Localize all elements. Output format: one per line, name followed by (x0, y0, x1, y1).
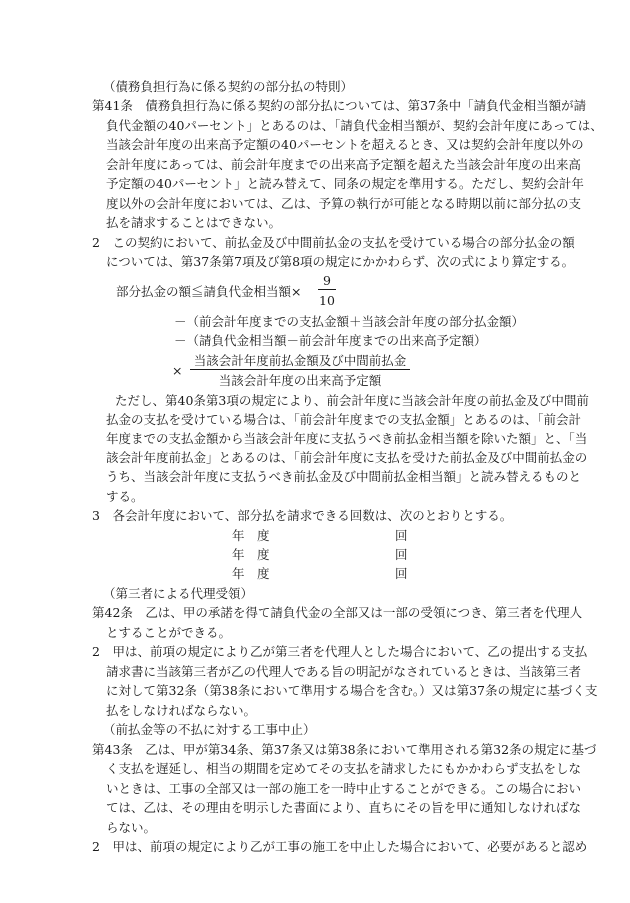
art41-proviso: うち、当該会計年度に支払うべき前払金及び中間前払金相当額」と読み替えるものと (106, 469, 582, 484)
art41-proviso: 払金の支払を受けている場合は、「前会計年度までの支払金額」とあるのは、「前会計 (106, 412, 582, 427)
formula-lhs: 部分払金の額≦請負代金相当額× (116, 284, 302, 299)
formula-fraction-numerator: 9 (318, 272, 336, 290)
art41-text: 会計年度にあっては、前会計年度までの出来高予定額を超えた当該会計年度の出来高 (106, 157, 581, 172)
art41-text: 第41条 債務負担行為に係る契約の部分払については、第37条中「請負代金相当額が請 (92, 98, 587, 113)
art42-para2: 払をしなければならない。 (106, 703, 257, 718)
count-label: 回 (395, 566, 408, 581)
art41-text: 当該会計年度の出来高予定額の40パーセントを超えるとき、又は契約会計年度以外の (106, 137, 584, 152)
art42-para2: に対して第32条（第38条において準用する場合を含む。）又は第37条の規定に基づく支 (106, 683, 598, 698)
heading-art43: （前払金等の不払に対する工事中止） (103, 722, 316, 737)
formula-line3: －（請負代金相当額－前会計年度までの出来高予定額） (174, 333, 487, 348)
count-label: 回 (395, 547, 408, 562)
heading-art42: （第三者による代理受領） (103, 586, 254, 601)
art42-para2: 2 甲は、前項の規定により乙が第三者を代理人とした場合において、乙の提出する支払 (92, 644, 588, 659)
art41-text: 負代金額の40パーセント」とあるのは、「請負代金相当額が、契約会計年度にあっては、 (106, 118, 603, 133)
art41-text: 度以外の会計年度においては、乙は、予算の執行が可能となる時期以前に部分払の支 (106, 196, 582, 211)
art41-proviso: する。 (106, 489, 144, 504)
art43-text: く支払を遅延し、相当の期間を定めてその支払を請求したにもかかわらず支払をしな (106, 761, 582, 776)
art42-para2: 請求書に当該第三者が乙の代理人である旨の明記がなされているときは、当該第三者 (106, 664, 582, 679)
heading-art41: （債務負担行為に係る契約の部分払の特則） (103, 79, 354, 94)
art43-text: いときは、工事の全部又は一部の施工を一時中止することができる。この場合におい (106, 781, 582, 796)
art42-text: とすることができる。 (106, 625, 232, 640)
art41-proviso: 年度までの支払金額から当該会計年度に支払うべき前払金相当額を除いた額」と、「当 (106, 431, 588, 446)
formula-line2: －（前会計年度までの支払金額＋当該会計年度の部分払金額） (174, 314, 525, 329)
year-label: 年 度 (232, 566, 270, 581)
art42-text: 第42条 乙は、甲の承諾を得て請負代金の全部又は一部の受領につき、第三者を代理人 (92, 605, 583, 620)
formula-times: × (172, 363, 183, 378)
art41-para2: については、第37条第7項及び第8項の規定にかかわらず、次の式により算定する。 (106, 254, 575, 269)
year-label: 年 度 (232, 528, 270, 543)
art43-text: ては、乙は、その理由を明示した書面により、直ちにその旨を甲に通知しなければな (106, 800, 582, 815)
art41-proviso: ただし、第40条第3項の規定により、前会計年度に当該会計年度の前払金及び中間前 (115, 393, 589, 408)
art41-text: 予定額の40パーセント」と読み替えて、同条の規定を準用する。ただし、契約会計年 (106, 176, 584, 191)
art41-para2: 2 この契約において、前払金及び中間前払金の支払を受けている場合の部分払金の額 (92, 235, 575, 250)
art43-para2: 2 甲は、前項の規定により乙が工事の施工を中止した場合において、必要があると認め (92, 839, 588, 854)
formula-fraction-numerator: 当該会計年度前払金額及び中間前払金 (190, 352, 410, 370)
art41-proviso: 該会計年度前払金」とあるのは、「前会計年度に支払を受けた前払金及び中間前払金の (106, 450, 588, 465)
formula-fraction-denominator: 当該会計年度の出来高予定額 (218, 373, 382, 388)
art41-text: 払を請求することはできない。 (106, 215, 282, 230)
art43-text: らない。 (106, 820, 157, 835)
art43-text: 第43条 乙は、甲が第34条、第37条又は第38条において準用される第32条の規定に基づ (92, 742, 597, 757)
formula-fraction-denominator: 10 (319, 293, 335, 308)
art41-para3: 3 各会計年度において、部分払を請求できる回数は、次のとおりとする。 (92, 508, 513, 523)
count-label: 回 (395, 528, 408, 543)
year-label: 年 度 (232, 547, 270, 562)
